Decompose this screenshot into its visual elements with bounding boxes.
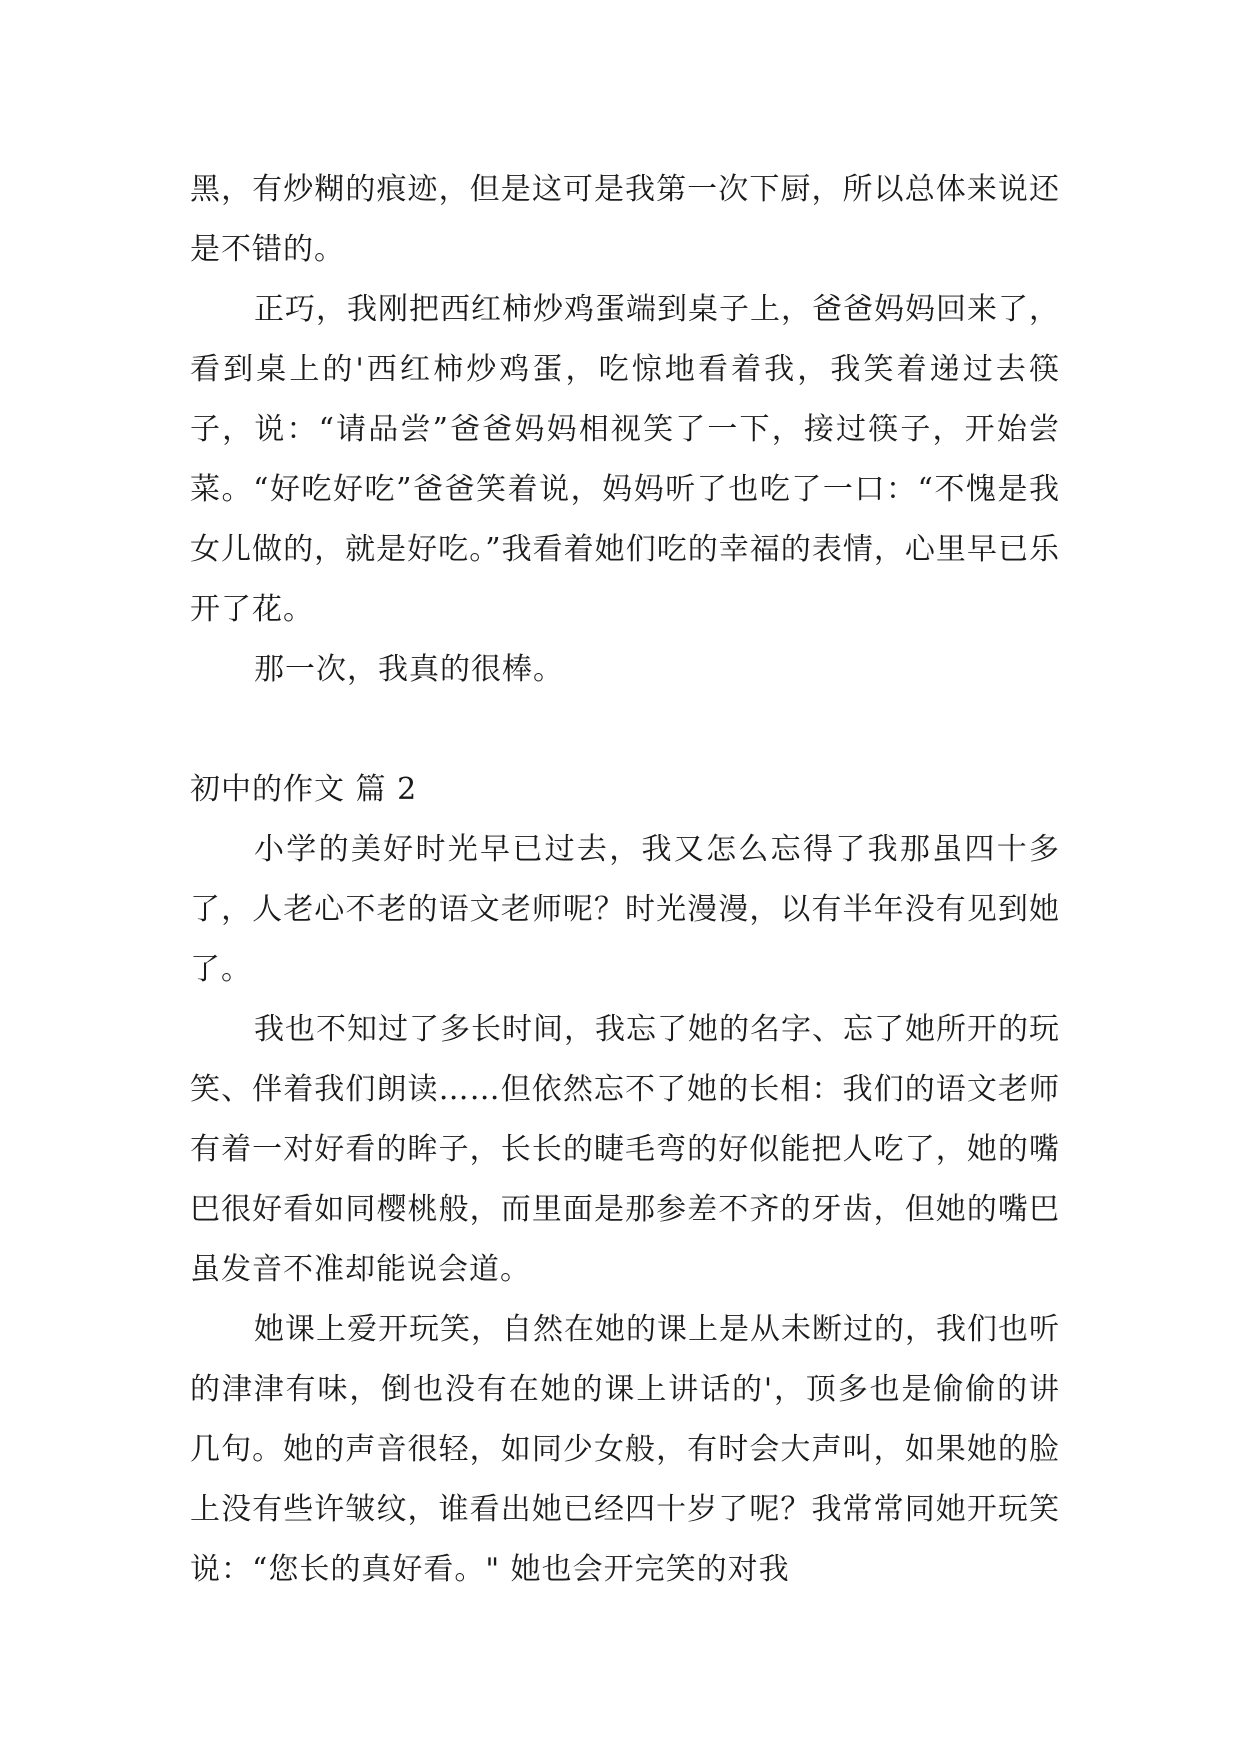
document-page: [190, 160, 1060, 1600]
paragraph-tomato-egg: 正巧，我刚把西红柿炒鸡蛋端到桌子上，爸爸妈妈回来了，看到桌上的'西红柿炒鸡蛋，吃惊地看着我，我笑着递过去筷子，说：“请品尝”爸爸妈妈相视笑了一下，接过筷子，开始尝菜。“好吃好吃”爸爸笑着说，妈妈听了也吃了一口：“不愧是我女儿做的，就是好吃。”我看着她们吃的幸福的表情，心里早已乐开了花。: [190, 292, 1060, 627]
section-title: 初中的作文 篇 2: [190, 772, 418, 807]
paragraph-teacher-intro: 小学的美好时光早已过去，我又怎么忘得了我那虽四十多了，人老心不老的语文老师呢？时光漫漫，以有半年没有见到她了。: [190, 832, 1060, 987]
paragraph-teacher-jokes: 她课上爱开玩笑，自然在她的课上是从未断过的，我们也听的津津有味，倒也没有在她的课上讲话的'，顶多也是偷偷的讲几句。她的声音很轻，如同少女般，有时会大声叫，如果她的脸上没有些许皱纹，谁看出她已经四十岁了呢？我常常同她开玩笑说：“您长的真好看。" 她也会开完笑的对我: [190, 1312, 1060, 1587]
paragraph-conclusion: 那一次，我真的很棒。: [254, 652, 564, 687]
paragraph-intro-end: 黑，有炒糊的痕迹，但是这可是我第一次下厨，所以总体来说还是不错的。: [190, 172, 1060, 267]
paragraph-teacher-looks: 我也不知过了多长时间，我忘了她的名字、忘了她所开的玩笑、伴着我们朗读……但依然忘不了她的长相：我们的语文老师有着一对好看的眸子，长长的睫毛弯的好似能把人吃了，她的嘴巴很好看如同樱桃般，而里面是那参差不齐的牙齿，但她的嘴巴虽发音不准却能说会道。: [190, 1012, 1060, 1287]
